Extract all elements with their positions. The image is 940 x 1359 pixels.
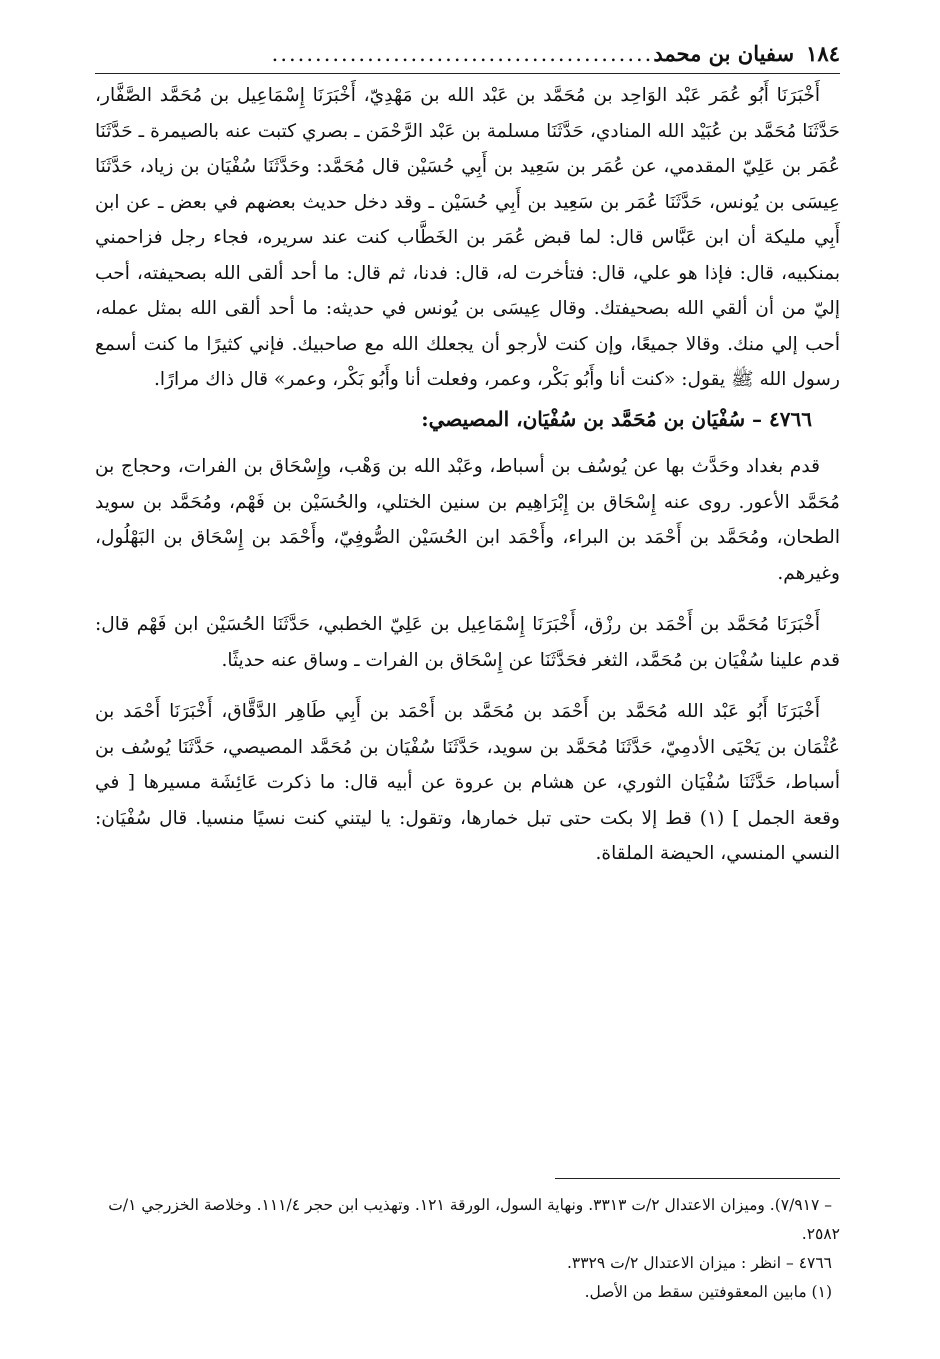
footnote-2: ٤٧٦٦ – انظر : ميزان الاعتدال ٢/ت ٣٣٢٩. — [566, 1254, 832, 1272]
main-text — [95, 78, 840, 872]
page-number: ١٨٤ — [806, 41, 840, 66]
entry-heading: ٤٧٦٦ – سُفْيَان بن مُحَمَّد بن سُفْيَان، المصيصي: — [421, 406, 812, 431]
footnote-divider — [555, 1178, 840, 1179]
footnote-1: – ٧/٩١٧). وميزان الاعتدال ٢/ت ٣٣١٣. ونهاية السول، الورقة ١٢١. وتهذيب ابن حجر ١١١/٤. وخلاصة الخزرجي ١/ت ٢٥٨٢. — [108, 1196, 840, 1243]
page-header — [95, 34, 840, 74]
paragraph-biography: قدم بغداد وحَدَّث بها عن يُوسُف بن أسباط، وعَبْد الله بن وَهْب، وإِسْحَاق بن الفرات، وحجاج بن مُحَمَّد الأعور. روى عنه إِسْحَاق بن إِبْرَاهِيم بن سنين الختلي، والحُسَيْن بن فَهْم، ومُحَمَّد بن سويد الطحان، ومُحَمَّد بن أَحْمَد بن البراء، وأَحْمَد ابن الحُسَيْن الصُّوفِيّ، وأَحْمَد بن إِسْحَاق بن البَهْلُول، وغيرهم. — [95, 456, 840, 584]
paragraph-narration-2: أَخْبَرَنَا مُحَمَّد بن أَحْمَد بن رزْق، أَخْبَرَنَا إِسْمَاعِيل بن عَلِيّ الخطبي، حَدَّثَنَا الحُسَيْن ابن فَهْم قال: قدم علينا سُفْيَان بن مُحَمَّد، الثغر فحَدَّثَنَا عن إِسْحَاق بن الفرات ـ وساق عنه حديثًا. — [95, 614, 840, 671]
footnote-3: (١) مابين المعقوفتين سقط من الأصل. — [584, 1283, 832, 1301]
footnotes — [95, 1178, 840, 1307]
header-dots: ............................................ — [271, 41, 654, 66]
running-title: سفيان بن محمد — [653, 41, 795, 66]
paragraph-narration-1: أَخْبَرَنَا أَبُو عُمَر عَبْد الوَاحِد بن مُحَمَّد بن عَبْد الله بن مَهْدِيّ، أَخْبَرَنَا إِسْمَاعِيل بن مُحَمَّد الصَّفَّار، حَدَّثَنَا مُحَمَّد بن عُبَيْد الله المنادي، حَدَّثَنَا مسلمة بن عَبْد الرَّحْمَن ـ بصري كتبت عنه بالصيمرة ـ حَدَّثَنَا عُمَر بن عَلِيّ المقدمي، عن عُمَر بن سَعِيد بن أَبِي حُسَيْن قال مُحَمَّد: وحَدَّثَنَا سُفْيَان بن زياد، حَدَّثَنَا عِيسَى بن يُونس، حَدَّثَنَا عُمَر بن سَعِيد بن أَبِي حُسَيْن ـ وقد دخل حديث بعضهم في بعض ـ عن ابن أَبِي مليكة أن ابن عَبَّاس قال: لما قبض عُمَر بن الخَطَّاب كنت عند سريره، فجاء رجل فزاحمني بمنكبيه، قال: فإذا هو علي، قال: فتأخرت له، قال: فدنا، ثم قال: ما أحد ألقى الله بصحيفته، أحب إليّ من أن ألقي الله بصحيفتك. وقال عِيسَى بن يُونس في حديثه: ما أحد ألقى الله بمثل عمله، أحب إلي منك. وقالا جميعًا، وإن كنت لأرجو أن يجعلك الله مع صاحبيك. فإني كثيرًا ما كنت أسمع رسول الله ﷺ يقول: «كنت أنا وأَبُو بَكْر، وعمر، وفعلت أنا وأَبُو بَكْر، وعمر» قال ذاك مرارًا. — [95, 85, 841, 390]
paragraph-narration-3: أَخْبَرَنَا أَبُو عَبْد الله مُحَمَّد بن أَحْمَد بن مُحَمَّد بن أَحْمَد بن أَبِي طَاهِر الدَّقَّاق، أَخْبَرَنَا أَحْمَد بن عُثْمَان بن يَحْيَى الأدمِيّ، حَدَّثَنَا مُحَمَّد بن سويد، حَدَّثَنَا سُفْيَان بن مُحَمَّد المصيصي، حَدَّثَنَا يُوسُف بن أسباط، حَدَّثَنَا سُفْيَان الثوري، عن هشام بن عروة عن أبيه قال: ما ذكرت عَائِشَة مسيرها [ في وقعة الجمل ] (١) قط إلا بكت حتى تبل خمارها، وتقول: يا ليتني كنت نسيًا منسيا. قال سُفْيَان: النسي المنسي، الحيضة الملقاة. — [95, 701, 840, 864]
